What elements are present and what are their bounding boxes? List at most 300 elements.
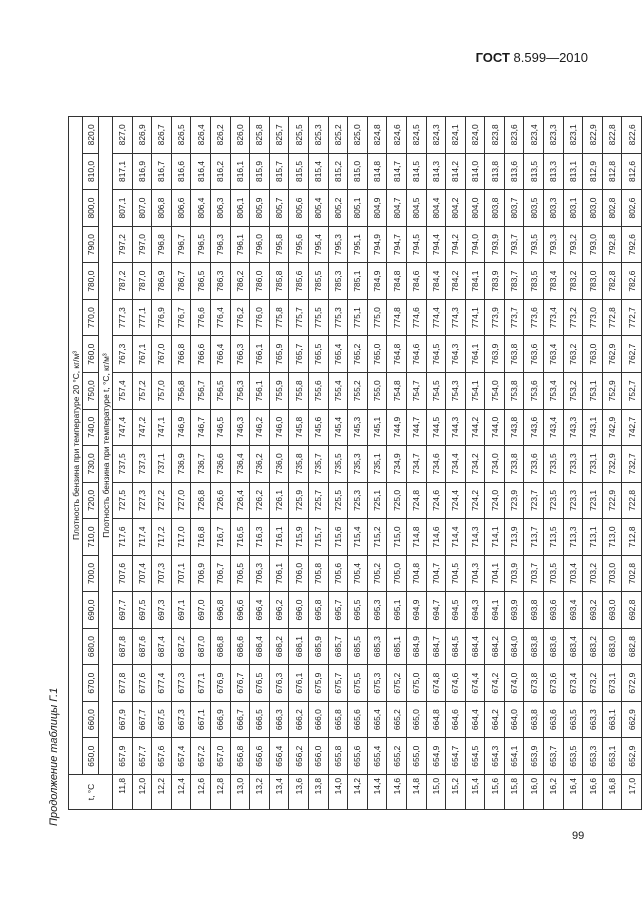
density-cell: 715,2	[367, 519, 387, 556]
density-cell: 826,9	[132, 117, 152, 154]
density-column-header: 780,0	[83, 263, 99, 300]
density-cell: 815,4	[308, 153, 328, 190]
density-cell: 745,8	[289, 409, 309, 446]
density-cell: 682,8	[622, 628, 642, 665]
density-20c-header: Плотность бензина при температуре 20 °С, кг/м³	[69, 117, 83, 775]
density-cell: 787,2	[113, 263, 133, 300]
density-cell: 822,8	[602, 117, 622, 154]
density-cell: 714,1	[485, 519, 505, 556]
density-cell: 797,2	[113, 226, 133, 263]
density-cell: 703,7	[524, 555, 544, 592]
density-column-header: 790,0	[83, 226, 99, 263]
density-table	[68, 116, 642, 810]
density-cell: 664,8	[426, 701, 446, 738]
density-cell: 694,7	[426, 592, 446, 629]
density-cell: 806,3	[210, 190, 230, 227]
density-cell: 816,2	[210, 153, 230, 190]
density-cell: 684,7	[426, 628, 446, 665]
density-cell: 705,2	[367, 555, 387, 592]
density-cell: 744,9	[387, 409, 407, 446]
density-cell: 823,8	[485, 117, 505, 154]
density-cell: 783,5	[524, 263, 544, 300]
density-cell: 732,9	[602, 446, 622, 483]
density-cell: 685,5	[348, 628, 368, 665]
table-row	[328, 117, 348, 810]
density-cell: 794,0	[465, 226, 485, 263]
density-cell: 673,8	[524, 665, 544, 702]
density-cell: 662,9	[622, 701, 642, 738]
density-cell: 755,8	[289, 372, 309, 409]
density-cell: 814,0	[465, 153, 485, 190]
density-cell: 674,2	[485, 665, 505, 702]
density-cell: 814,3	[426, 153, 446, 190]
density-column-header: 740,0	[83, 409, 99, 446]
density-cell: 826,0	[230, 117, 250, 154]
density-cell: 653,1	[602, 738, 622, 775]
density-cell: 825,5	[289, 117, 309, 154]
density-cell: 667,3	[171, 701, 191, 738]
density-cell: 746,7	[191, 409, 211, 446]
density-cell: 655,2	[387, 738, 407, 775]
density-cell: 774,4	[426, 299, 446, 336]
density-column-header: 760,0	[83, 336, 99, 373]
density-cell: 715,4	[348, 519, 368, 556]
density-column-header: 730,0	[83, 446, 99, 483]
density-cell: 773,7	[504, 299, 524, 336]
temperature-cell: 12,0	[132, 775, 152, 810]
density-cell: 725,3	[348, 482, 368, 519]
table-row	[191, 117, 211, 810]
table-row	[544, 117, 564, 810]
density-cell: 734,4	[446, 446, 466, 483]
density-cell: 774,3	[446, 299, 466, 336]
density-cell: 724,2	[465, 482, 485, 519]
density-cell: 663,1	[602, 701, 622, 738]
density-cell: 796,7	[171, 226, 191, 263]
density-cell: 806,4	[191, 190, 211, 227]
density-cell: 777,3	[113, 299, 133, 336]
density-cell: 677,1	[191, 665, 211, 702]
density-cell: 736,7	[191, 446, 211, 483]
density-cell: 763,2	[563, 336, 583, 373]
density-cell: 783,2	[563, 263, 583, 300]
density-cell: 825,8	[250, 117, 270, 154]
density-cell: 786,5	[191, 263, 211, 300]
density-cell: 724,4	[446, 482, 466, 519]
density-cell: 795,1	[348, 226, 368, 263]
density-cell: 775,1	[348, 299, 368, 336]
density-cell: 824,1	[446, 117, 466, 154]
density-cell: 753,2	[563, 372, 583, 409]
density-cell: 753,1	[583, 372, 603, 409]
density-cell: 653,5	[563, 738, 583, 775]
density-cell: 684,2	[485, 628, 505, 665]
temperature-cell: 16,6	[583, 775, 603, 810]
density-cell: 744,0	[485, 409, 505, 446]
density-cell: 812,8	[602, 153, 622, 190]
density-cell: 657,6	[152, 738, 172, 775]
density-column-header: 820,0	[83, 117, 99, 154]
density-cell: 756,5	[210, 372, 230, 409]
temperature-cell: 14,0	[328, 775, 348, 810]
density-cell: 677,4	[152, 665, 172, 702]
density-cell: 727,5	[113, 482, 133, 519]
density-cell: 664,4	[465, 701, 485, 738]
density-column-header: 750,0	[83, 372, 99, 409]
density-cell: 747,4	[113, 409, 133, 446]
density-cell: 743,6	[524, 409, 544, 446]
density-cell: 796,3	[210, 226, 230, 263]
density-cell: 675,7	[328, 665, 348, 702]
table-row	[583, 117, 603, 810]
density-cell: 716,1	[269, 519, 289, 556]
temperature-cell: 16,8	[602, 775, 622, 810]
density-cell: 804,5	[406, 190, 426, 227]
density-cell: 775,8	[269, 299, 289, 336]
density-cell: 693,2	[583, 592, 603, 629]
density-cell: 713,3	[563, 519, 583, 556]
density-cell: 746,2	[250, 409, 270, 446]
density-cell: 826,5	[171, 117, 191, 154]
density-cell: 693,4	[563, 592, 583, 629]
density-cell: 807,0	[132, 190, 152, 227]
density-cell: 654,9	[426, 738, 446, 775]
density-cell: 816,7	[152, 153, 172, 190]
density-cell: 703,0	[602, 555, 622, 592]
density-cell: 804,2	[446, 190, 466, 227]
density-cell: 765,7	[289, 336, 309, 373]
density-cell: 703,9	[504, 555, 524, 592]
density-cell: 677,3	[171, 665, 191, 702]
rotated-content	[48, 116, 637, 826]
density-cell: 814,5	[406, 153, 426, 190]
density-cell: 687,8	[113, 628, 133, 665]
density-cell: 667,7	[132, 701, 152, 738]
density-cell: 783,4	[544, 263, 564, 300]
density-cell: 804,9	[367, 190, 387, 227]
density-cell: 742,7	[622, 409, 642, 446]
density-column-header: 720,0	[83, 482, 99, 519]
density-cell: 715,6	[328, 519, 348, 556]
density-cell: 674,8	[426, 665, 446, 702]
density-cell: 706,3	[250, 555, 270, 592]
density-cell: 697,0	[191, 592, 211, 629]
density-cell: 745,6	[308, 409, 328, 446]
density-cell: 822,6	[622, 117, 642, 154]
table-row	[465, 117, 485, 810]
density-cell: 653,7	[544, 738, 564, 775]
temperature-cell: 15,4	[465, 775, 485, 810]
table-body	[113, 117, 642, 810]
density-cell: 686,4	[250, 628, 270, 665]
density-cell: 746,0	[269, 409, 289, 446]
density-cell: 777,1	[132, 299, 152, 336]
density-cell: 675,3	[367, 665, 387, 702]
density-cell: 714,3	[465, 519, 485, 556]
density-cell: 764,6	[406, 336, 426, 373]
density-cell: 746,9	[171, 409, 191, 446]
density-cell: 776,0	[250, 299, 270, 336]
density-cell: 724,6	[426, 482, 446, 519]
temperature-cell: 12,6	[191, 775, 211, 810]
density-cell: 723,1	[583, 482, 603, 519]
density-cell: 703,4	[563, 555, 583, 592]
table-row	[504, 117, 524, 810]
density-cell: 707,3	[152, 555, 172, 592]
density-cell: 725,0	[387, 482, 407, 519]
density-cell: 706,9	[191, 555, 211, 592]
density-cell: 765,2	[348, 336, 368, 373]
density-cell: 813,5	[524, 153, 544, 190]
density-cell: 773,0	[583, 299, 603, 336]
density-cell: 663,5	[563, 701, 583, 738]
density-cell: 813,6	[504, 153, 524, 190]
density-cell: 656,6	[250, 738, 270, 775]
density-cell: 705,0	[387, 555, 407, 592]
density-cell: 683,6	[544, 628, 564, 665]
density-cell: 684,5	[446, 628, 466, 665]
density-cell: 743,8	[504, 409, 524, 446]
density-cell: 784,8	[387, 263, 407, 300]
table-row	[230, 117, 250, 810]
density-cell: 752,9	[602, 372, 622, 409]
density-cell: 672,9	[622, 665, 642, 702]
density-cell: 762,7	[622, 336, 642, 373]
temperature-cell: 12,8	[210, 775, 230, 810]
density-cell: 725,5	[328, 482, 348, 519]
density-cell: 677,6	[132, 665, 152, 702]
temperature-cell: 13,8	[308, 775, 328, 810]
density-cell: 766,3	[230, 336, 250, 373]
density-cell: 796,0	[250, 226, 270, 263]
density-cell: 694,1	[485, 592, 505, 629]
density-cell: 756,7	[191, 372, 211, 409]
density-cell: 726,4	[230, 482, 250, 519]
density-cell: 695,3	[367, 592, 387, 629]
density-cell: 745,1	[367, 409, 387, 446]
density-cell: 784,4	[426, 263, 446, 300]
density-cell: 693,0	[602, 592, 622, 629]
density-cell: 693,8	[524, 592, 544, 629]
density-cell: 782,6	[622, 263, 642, 300]
density-cell: 734,6	[426, 446, 446, 483]
density-cell: 743,1	[583, 409, 603, 446]
density-cell: 787,0	[132, 263, 152, 300]
temperature-cell: 13,4	[269, 775, 289, 810]
table-row	[387, 117, 407, 810]
density-cell: 697,3	[152, 592, 172, 629]
temperature-cell: 14,2	[348, 775, 368, 810]
density-cell: 684,9	[406, 628, 426, 665]
density-cell: 704,3	[465, 555, 485, 592]
density-cell: 654,1	[504, 738, 524, 775]
temperature-cell: 12,4	[171, 775, 191, 810]
density-cell: 725,9	[289, 482, 309, 519]
temperature-cell: 13,2	[250, 775, 270, 810]
density-cell: 726,1	[269, 482, 289, 519]
density-cell: 684,4	[465, 628, 485, 665]
density-column-headers	[83, 117, 99, 810]
density-cell: 794,2	[446, 226, 466, 263]
density-cell: 775,3	[328, 299, 348, 336]
density-cell: 745,4	[328, 409, 348, 446]
density-cell: 724,0	[485, 482, 505, 519]
density-cell: 826,2	[210, 117, 230, 154]
density-column-header: 710,0	[83, 519, 99, 556]
density-cell: 653,3	[583, 738, 603, 775]
density-cell: 812,9	[583, 153, 603, 190]
density-cell: 713,9	[504, 519, 524, 556]
density-column-header: 810,0	[83, 153, 99, 190]
density-cell: 785,6	[289, 263, 309, 300]
density-cell: 685,3	[367, 628, 387, 665]
density-cell: 722,9	[602, 482, 622, 519]
density-cell: 652,9	[622, 738, 642, 775]
density-cell: 665,2	[387, 701, 407, 738]
density-cell: 773,4	[544, 299, 564, 336]
density-cell: 725,7	[308, 482, 328, 519]
density-cell: 694,5	[446, 592, 466, 629]
density-cell: 696,4	[250, 592, 270, 629]
density-cell: 785,3	[328, 263, 348, 300]
density-cell: 772,8	[602, 299, 622, 336]
density-cell: 726,6	[210, 482, 230, 519]
density-cell: 763,8	[504, 336, 524, 373]
density-cell: 813,1	[563, 153, 583, 190]
density-cell: 737,1	[152, 446, 172, 483]
density-cell: 785,1	[348, 263, 368, 300]
density-cell: 706,7	[210, 555, 230, 592]
density-cell: 756,1	[250, 372, 270, 409]
density-cell: 795,3	[328, 226, 348, 263]
density-cell: 724,8	[406, 482, 426, 519]
density-cell: 717,4	[132, 519, 152, 556]
density-cell: 685,9	[308, 628, 328, 665]
density-cell: 764,8	[387, 336, 407, 373]
density-cell: 783,9	[485, 263, 505, 300]
density-cell: 685,7	[328, 628, 348, 665]
density-cell: 702,8	[622, 555, 642, 592]
page-number: 99	[572, 830, 585, 842]
density-cell: 694,3	[465, 592, 485, 629]
density-cell: 803,7	[504, 190, 524, 227]
density-cell: 814,2	[446, 153, 466, 190]
density-cell: 664,6	[446, 701, 466, 738]
temperature-cell: 12,2	[152, 775, 172, 810]
density-cell: 663,3	[583, 701, 603, 738]
density-cell: 766,1	[250, 336, 270, 373]
density-cell: 802,8	[602, 190, 622, 227]
density-cell: 824,3	[426, 117, 446, 154]
density-cell: 677,8	[113, 665, 133, 702]
density-cell: 666,9	[210, 701, 230, 738]
density-cell: 706,5	[230, 555, 250, 592]
temperature-cell: 16,4	[563, 775, 583, 810]
density-cell: 766,6	[191, 336, 211, 373]
density-cell: 675,2	[387, 665, 407, 702]
density-cell: 794,9	[367, 226, 387, 263]
density-cell: 806,6	[171, 190, 191, 227]
density-cell: 795,6	[289, 226, 309, 263]
density-column-header: 660,0	[83, 701, 99, 738]
density-cell: 753,4	[544, 372, 564, 409]
density-cell: 654,3	[485, 738, 505, 775]
density-cell: 755,2	[348, 372, 368, 409]
density-cell: 823,4	[524, 117, 544, 154]
density-cell: 765,4	[328, 336, 348, 373]
density-cell: 747,1	[152, 409, 172, 446]
density-cell: 805,1	[348, 190, 368, 227]
density-cell: 744,2	[465, 409, 485, 446]
density-cell: 794,5	[406, 226, 426, 263]
density-column-header: 770,0	[83, 299, 99, 336]
table-row	[210, 117, 230, 810]
density-cell: 773,6	[524, 299, 544, 336]
density-cell: 713,7	[524, 519, 544, 556]
temperature-cell: 16,0	[524, 775, 544, 810]
density-cell: 766,8	[171, 336, 191, 373]
density-cell: 784,6	[406, 263, 426, 300]
density-cell: 816,6	[171, 153, 191, 190]
table-row	[250, 117, 270, 810]
density-cell: 667,9	[113, 701, 133, 738]
density-cell: 816,4	[191, 153, 211, 190]
table-row	[426, 117, 446, 810]
density-cell: 786,9	[152, 263, 172, 300]
density-cell: 774,1	[465, 299, 485, 336]
density-cell: 812,6	[622, 153, 642, 190]
density-cell: 723,5	[544, 482, 564, 519]
density-cell: 666,2	[289, 701, 309, 738]
density-cell: 815,2	[328, 153, 348, 190]
density-cell: 695,5	[348, 592, 368, 629]
table-row	[485, 117, 505, 810]
density-cell: 727,2	[152, 482, 172, 519]
density-cell: 796,5	[191, 226, 211, 263]
density-cell: 765,5	[308, 336, 328, 373]
density-cell: 763,6	[524, 336, 544, 373]
density-cell: 655,6	[348, 738, 368, 775]
density-cell: 745,3	[348, 409, 368, 446]
density-column-header: 650,0	[83, 738, 99, 775]
density-cell: 746,5	[210, 409, 230, 446]
density-cell: 735,8	[289, 446, 309, 483]
density-cell: 736,0	[269, 446, 289, 483]
density-cell: 774,6	[406, 299, 426, 336]
density-cell: 714,4	[446, 519, 466, 556]
density-cell: 823,3	[544, 117, 564, 154]
density-cell: 714,8	[406, 519, 426, 556]
density-cell: 723,9	[504, 482, 524, 519]
density-cell: 757,4	[113, 372, 133, 409]
density-t-header: Плотность бензина при температуре t, °С, кг/м³	[99, 117, 113, 775]
density-cell: 763,0	[583, 336, 603, 373]
density-cell: 736,9	[171, 446, 191, 483]
table-row	[367, 117, 387, 810]
density-cell: 686,1	[289, 628, 309, 665]
table-row	[171, 117, 191, 810]
density-cell: 716,8	[191, 519, 211, 556]
density-cell: 815,0	[348, 153, 368, 190]
density-cell: 697,7	[113, 592, 133, 629]
density-cell: 696,0	[289, 592, 309, 629]
density-cell: 695,7	[328, 592, 348, 629]
density-cell: 735,3	[348, 446, 368, 483]
density-cell: 807,1	[113, 190, 133, 227]
density-cell: 666,0	[308, 701, 328, 738]
density-cell: 815,5	[289, 153, 309, 190]
density-cell: 673,6	[544, 665, 564, 702]
